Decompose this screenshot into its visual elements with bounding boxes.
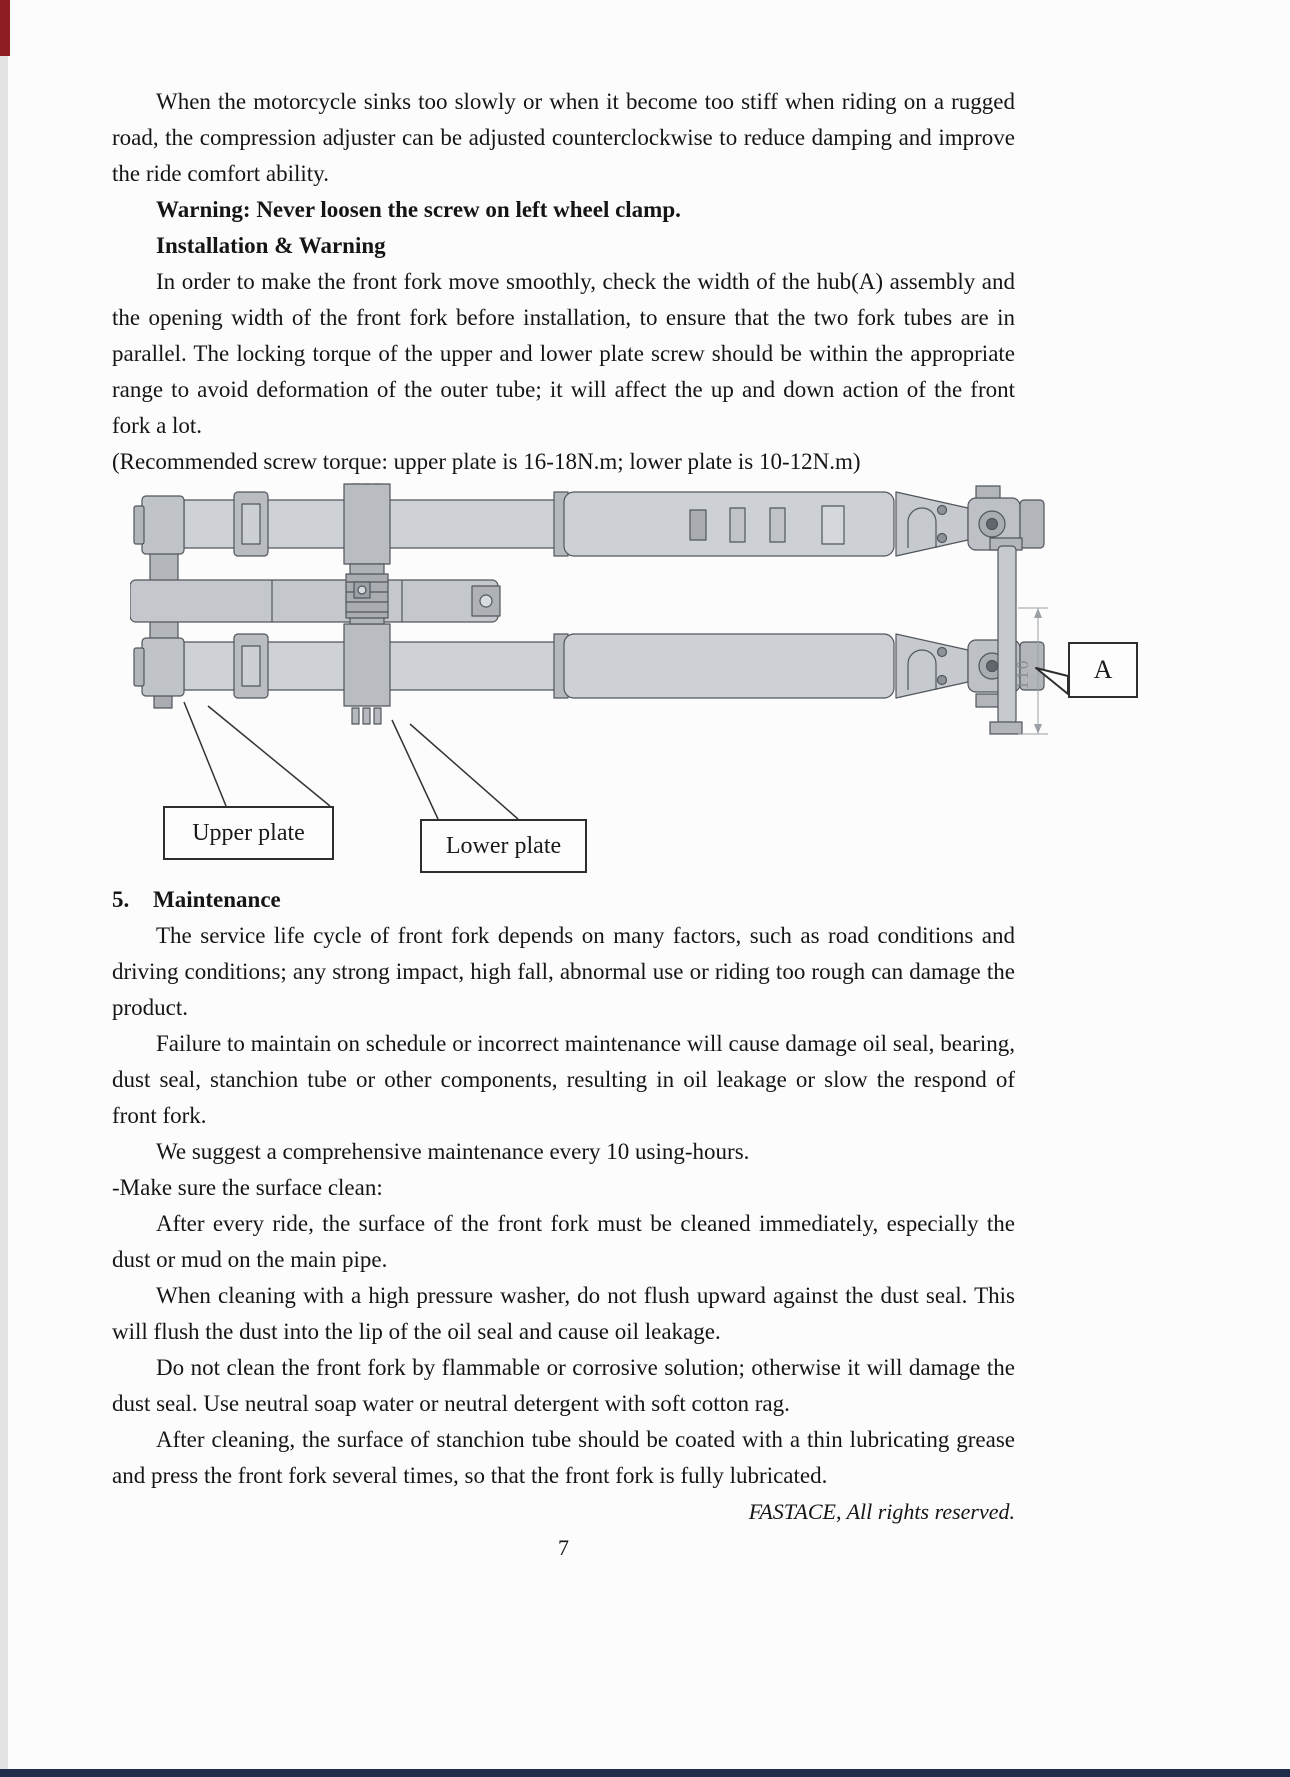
axle-dimension-text: 110: [1013, 658, 1032, 690]
front-fork-diagram: [130, 482, 1160, 882]
upper-fork-leg-shape: [134, 484, 1044, 556]
lower-fork-leg-shape: [134, 634, 1044, 707]
scan-bottom-edge: [0, 1769, 1290, 1777]
lower-plate-label: [420, 819, 587, 873]
maintenance-heading: [112, 882, 1015, 918]
maintenance-paragraph-6: Do not clean the front fork by flammable or corrosive solution; otherwise it will damage the dust seal. Use neutral soap water or neutral detergent with soft cotton rag.: [112, 1355, 1015, 1416]
surface-clean-line: -Make sure the surface clean:: [112, 1175, 383, 1200]
torque-note: (Recommended screw torque: upper plate is 16-18N.m; lower plate is 10-12N.m): [112, 449, 861, 474]
maintenance-paragraph-5: When cleaning with a high pressure washer, do not flush upward against the dust seal. This will flush the dust into the lip of the oil seal and cause oil leakage.: [112, 1283, 1015, 1344]
steering-stem-shape: [130, 580, 500, 622]
maintenance-paragraph-2: Failure to maintain on schedule or incorrect maintenance will cause damage oil seal, bearing, dust seal, stanchion tube or other components, resulting in oil leakage or slow the respond of front fork.: [112, 1031, 1015, 1128]
copyright-line: FASTACE, All rights reserved.: [748, 1499, 1015, 1524]
lower-plate-label-text: Lower plate: [445, 833, 562, 859]
maintenance-paragraph-4: After every ride, the surface of the front fork must be cleaned immediately, especially the dust or mud on the main pipe.: [112, 1211, 1015, 1272]
installation-heading: Installation & Warning: [156, 233, 386, 258]
scan-left-edge: [0, 0, 8, 1777]
a-callout-label-text: A: [1093, 655, 1113, 684]
page-number: 7: [558, 1535, 569, 1560]
scan-red-edge-mark: [0, 0, 10, 56]
maintenance-section-number: 5.: [112, 887, 130, 912]
lower-plate-clamp-shape: [344, 484, 390, 724]
maintenance-paragraph-3: We suggest a comprehensive maintenance every 10 using-hours.: [156, 1139, 750, 1164]
page-content: [112, 84, 1113, 1566]
installation-paragraph: In order to make the front fork move smoothly, check the width of the hub(A) assembly and the opening width of the front fork before installation, to ensure that the two fork tubes are in parallel. The locking torque of the upper and lower plate screw should be within the appropriate range to avoid deformation of the outer tube; it will affect the up and down action of the front fork a lot.: [112, 269, 1015, 438]
intro-paragraph: When the motorcycle sinks too slowly or when it become too stiff when riding on a rugged road, the compression adjuster can be adjusted counterclockwise to reduce damping and improve the ride comfort ability.: [112, 89, 1015, 186]
maintenance-paragraph-7: After cleaning, the surface of stanchion tube should be coated with a thin lubricating grease and press the front fork several times, so that the front fork is fully lubricated.: [112, 1427, 1015, 1488]
upper-plate-label: [163, 806, 334, 860]
maintenance-section-title: Maintenance: [153, 887, 281, 912]
callout-lines: [184, 702, 518, 819]
upper-plate-label-text: Upper plate: [192, 820, 305, 846]
warning-line: Warning: Never loosen the screw on left wheel clamp.: [156, 197, 681, 222]
maintenance-paragraph-1: The service life cycle of front fork depends on many factors, such as road conditions and driving conditions; any strong impact, high fall, abnormal use or riding too rough can damage the product.: [112, 923, 1015, 1020]
a-callout-label: [1068, 642, 1138, 698]
